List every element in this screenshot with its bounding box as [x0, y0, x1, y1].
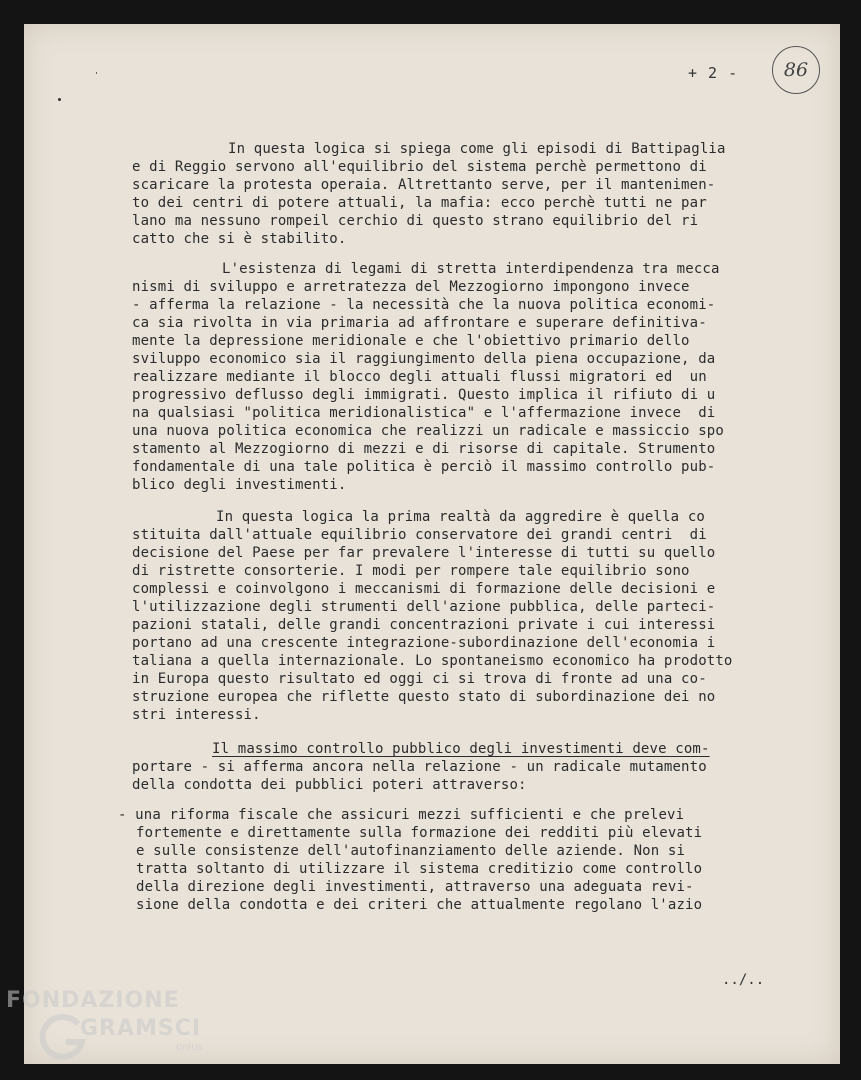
text-line: complessi e coinvolgono i meccanismi di formazione delle decisioni e: [132, 581, 716, 597]
watermark-line-2: GRAMSCI: [80, 1016, 202, 1041]
text-line: decisione del Paese per far prevalere l'interesse di tutti su quello: [132, 545, 716, 561]
text-line: pazioni statali, delle grandi concentrazioni private i cui interessi: [132, 617, 716, 633]
text-line: L'esistenza di legami di stretta interdipendenza tra mecca: [222, 261, 720, 277]
text-line: realizzare mediante il blocco degli attuali flussi migratori ed un: [132, 369, 707, 385]
text-line: - afferma la relazione - la necessità che la nuova politica economi-: [132, 297, 716, 313]
text-line: sviluppo economico sia il raggiungimento della piena occupazione, da: [132, 351, 716, 367]
text-line: nismi di sviluppo e arretratezza del Mezzogiorno impongono invece: [132, 279, 690, 295]
text-line: fondamentale di una tale politica è perciò il massimo controllo pub-: [132, 459, 716, 475]
text-line: stituita dall'attuale equilibrio conservatore dei grandi centri di: [132, 527, 707, 543]
text-line: catto che si è stabilito.: [132, 231, 347, 247]
text-line: portano ad una crescente integrazione-subordinazione dell'economia i: [132, 635, 716, 651]
continuation-mark: ../..: [722, 972, 765, 988]
text-line: portare - si afferma ancora nella relazione - un radicale mutamento: [132, 759, 707, 775]
text-line: blico degli investimenti.: [132, 477, 347, 493]
text-line: sione della condotta e dei criteri che attualmente regolano l'azio: [136, 897, 703, 913]
text-line: l'utilizzazione degli strumenti dell'azione pubblica, delle parteci-: [132, 599, 716, 615]
text-line: stamento al Mezzogiorno di mezzi e di risorse di capitale. Strumento: [132, 441, 716, 457]
text-line: in Europa questo risultato ed oggi ci si trova di fronte ad una co-: [132, 671, 707, 687]
text-line: stri interessi.: [132, 707, 261, 723]
text-line: - una riforma fiscale che assicuri mezzi sufficienti e che prelevi: [118, 807, 685, 823]
paper-speck: [58, 98, 61, 101]
text-line: una nuova politica economica che realizzi un radicale e massiccio spo: [132, 423, 724, 439]
text-line: struzione europea che riflette questo stato di subordinazione dei no: [132, 689, 716, 705]
text-line: tratta soltanto di utilizzare il sistema creditizio come controllo: [136, 861, 703, 877]
text-line: taliana a quella internazionale. Lo spontaneismo economico ha prodotto: [132, 653, 733, 669]
text-line: fortemente e direttamente sulla formazione dei redditi più elevati: [136, 825, 703, 841]
text-line: della direzione degli investimenti, attraverso una adeguata revi-: [136, 879, 694, 895]
text-line: na qualsiasi "politica meridionalistica" e l'affermazione invece di: [132, 405, 716, 421]
text-line: e di Reggio servono all'equilibrio del sistema perchè permettono di: [132, 159, 707, 175]
text-line: lano ma nessuno rompeil cerchio di questo strano equilibrio del ri: [132, 213, 699, 229]
text-line: e sulle consistenze dell'autofinanziamento delle aziende. Non si: [136, 843, 686, 859]
watermark-line-3: onlus: [176, 1042, 203, 1053]
watermark-line-1: FONDAZIONE: [6, 988, 180, 1013]
text-line: della condotta dei pubblici poteri attraverso:: [132, 777, 527, 793]
text-line: scaricare la protesta operaia. Altrettanto serve, per il mantenimen-: [132, 177, 716, 193]
text-line: ca sia rivolta in via primaria ad affrontare e superare definitiva-: [132, 315, 707, 331]
text-line: progressivo deflusso degli immigrati. Questo implica il rifiuto di u: [132, 387, 716, 403]
text-line: Il massimo controllo pubblico degli investimenti deve com-: [212, 741, 710, 757]
text-line: to dei centri di potere attuali, la mafia: ecco perchè tutti ne par: [132, 195, 707, 211]
page-number: + 2 -: [688, 64, 739, 82]
text-line: di ristrette consorterie. I modi per rompere tale equilibrio sono: [132, 563, 690, 579]
text-line: In questa logica la prima realtà da aggredire è quella co: [216, 509, 705, 525]
paper-mark: [96, 72, 97, 74]
fondazione-gramsci-watermark: [4, 988, 224, 1068]
archive-stamp-number: 86: [772, 46, 820, 94]
text-line: In questa logica si spiega come gli episodi di Battipaglia: [228, 141, 726, 157]
text-line: mente la depressione meridionale e che l'obiettivo primario dello: [132, 333, 690, 349]
